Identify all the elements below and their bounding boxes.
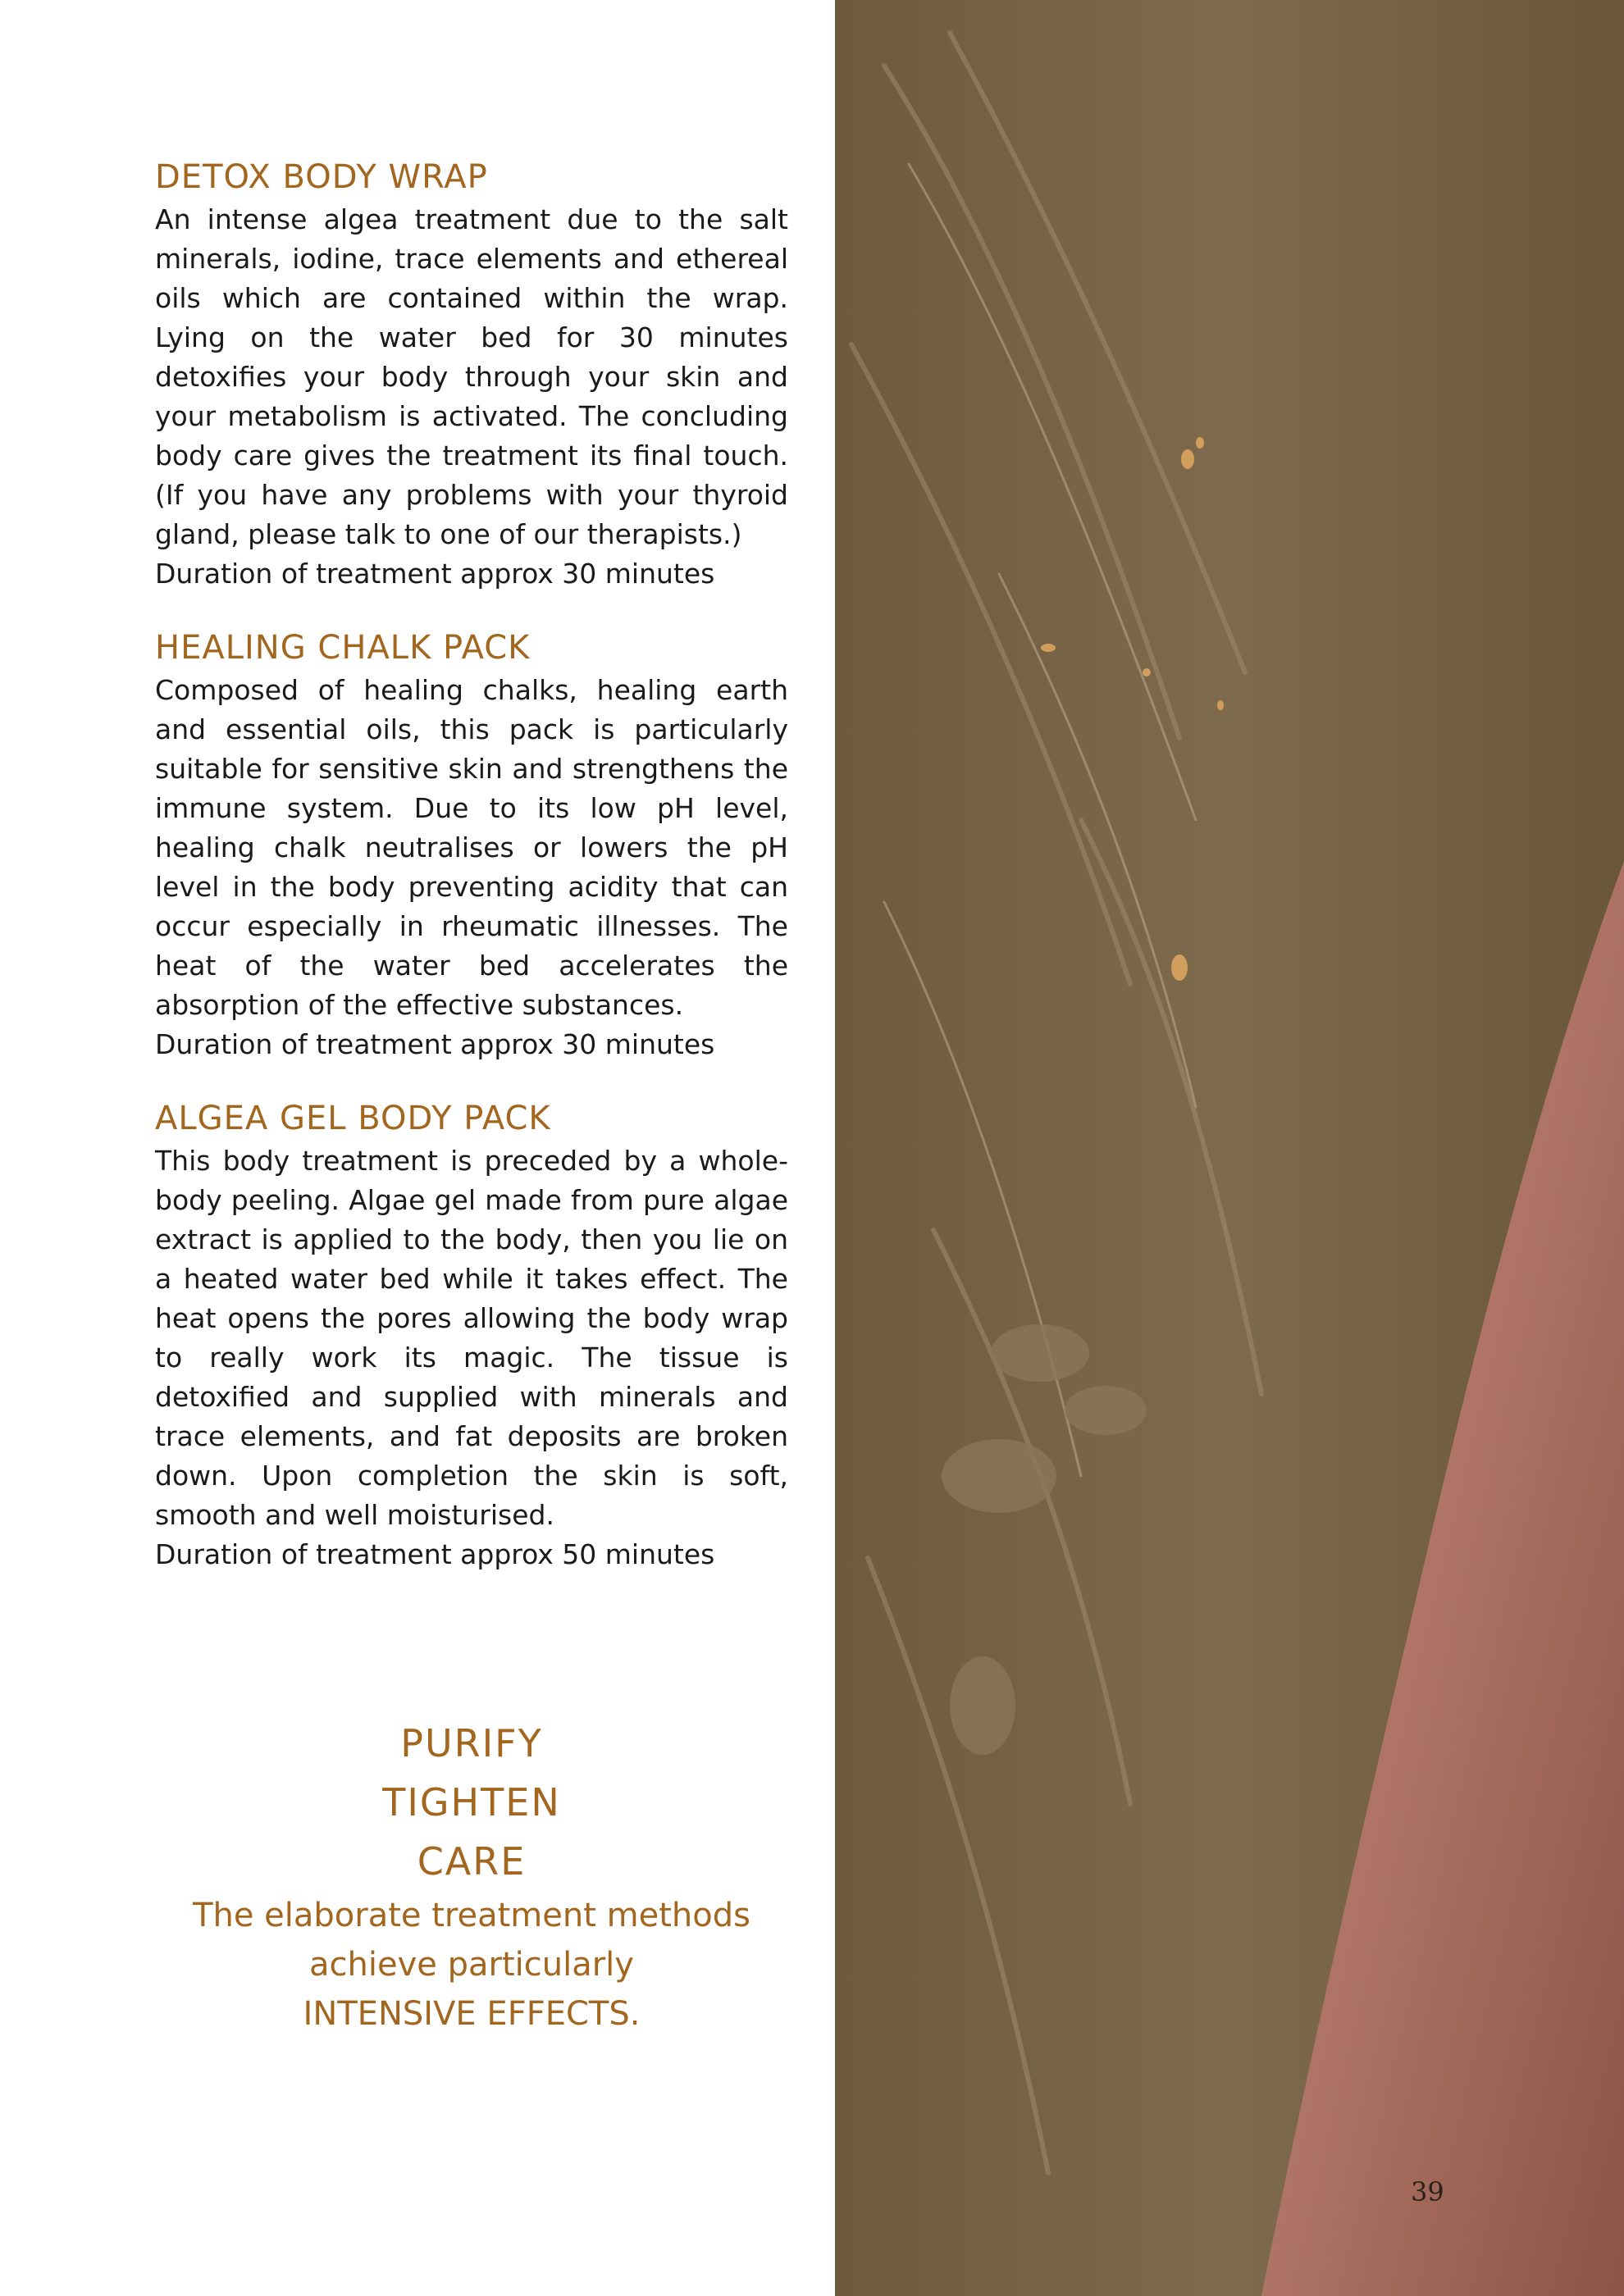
section-duration: Duration of treatment approx 50 minutes [155, 1538, 715, 1570]
tagline-line-1: The elaborate treatment methods [193, 1897, 750, 1934]
section-detox-body-wrap [155, 154, 788, 594]
section-duration: Duration of treatment approx 30 minutes [155, 1028, 715, 1060]
section-healing-chalk-pack [155, 625, 788, 1064]
section-algea-gel-body-pack [155, 1096, 788, 1574]
section-title: DETOX BODY WRAP [155, 158, 488, 196]
section-body: An intense algea treatment due to the salt minerals, iodine, trace elements and ethereal oils which are contained within the wrap. Lying on the water bed for 30 minutes detoxifies your body through your skin and your metabolism is activated. The concluding body care gives the treatment its final touch. (If you have any problems with your thyroid gland, please talk to one of our therapists.) [155, 203, 788, 550]
tagline-word-care: CARE [417, 1839, 527, 1884]
section-duration: Duration of treatment approx 30 minutes [155, 558, 715, 590]
section-body: Composed of healing chalks, healing earth and essential oils, this pack is particularly suitable for sensitive skin and strengthens the immune system. Due to its low pH level, healing chalk neutralises or lowers the pH level in the body preventing acidity that can occur especially in rheumatic illnesses. The heat of the water bed accelerates the absorption of the effective substances. [155, 674, 788, 1021]
tagline-word-purify: PURIFY [400, 1721, 543, 1765]
tagline-word-tighten: TIGHTEN [382, 1780, 561, 1824]
mud-wrap-photo [835, 0, 1624, 2296]
page-number: 39 [1411, 2176, 1444, 2207]
text-column [155, 154, 788, 1606]
section-body: This body treatment is preceded by a whole-body peeling. Algae gel made from pure algae extract is applied to the body, then you lie on a heated water bed while it takes effect. The heat opens the pores allowing the body wrap to really work its magic. The tissue is detoxified and supplied with minerals and trace elements, and fat deposits are broken down. Upon completion the skin is soft, smooth and well moisturised. [155, 1145, 788, 1531]
section-title: HEALING CHALK PACK [155, 629, 531, 667]
tagline-line-3: INTENSIVE EFFECTS. [303, 1995, 641, 2033]
section-title: ALGEA GEL BODY PACK [155, 1100, 551, 1137]
tagline-line-2: achieve particularly [309, 1946, 634, 1984]
tagline [107, 1714, 837, 2039]
mud-wrap-illustration [835, 0, 1624, 2296]
